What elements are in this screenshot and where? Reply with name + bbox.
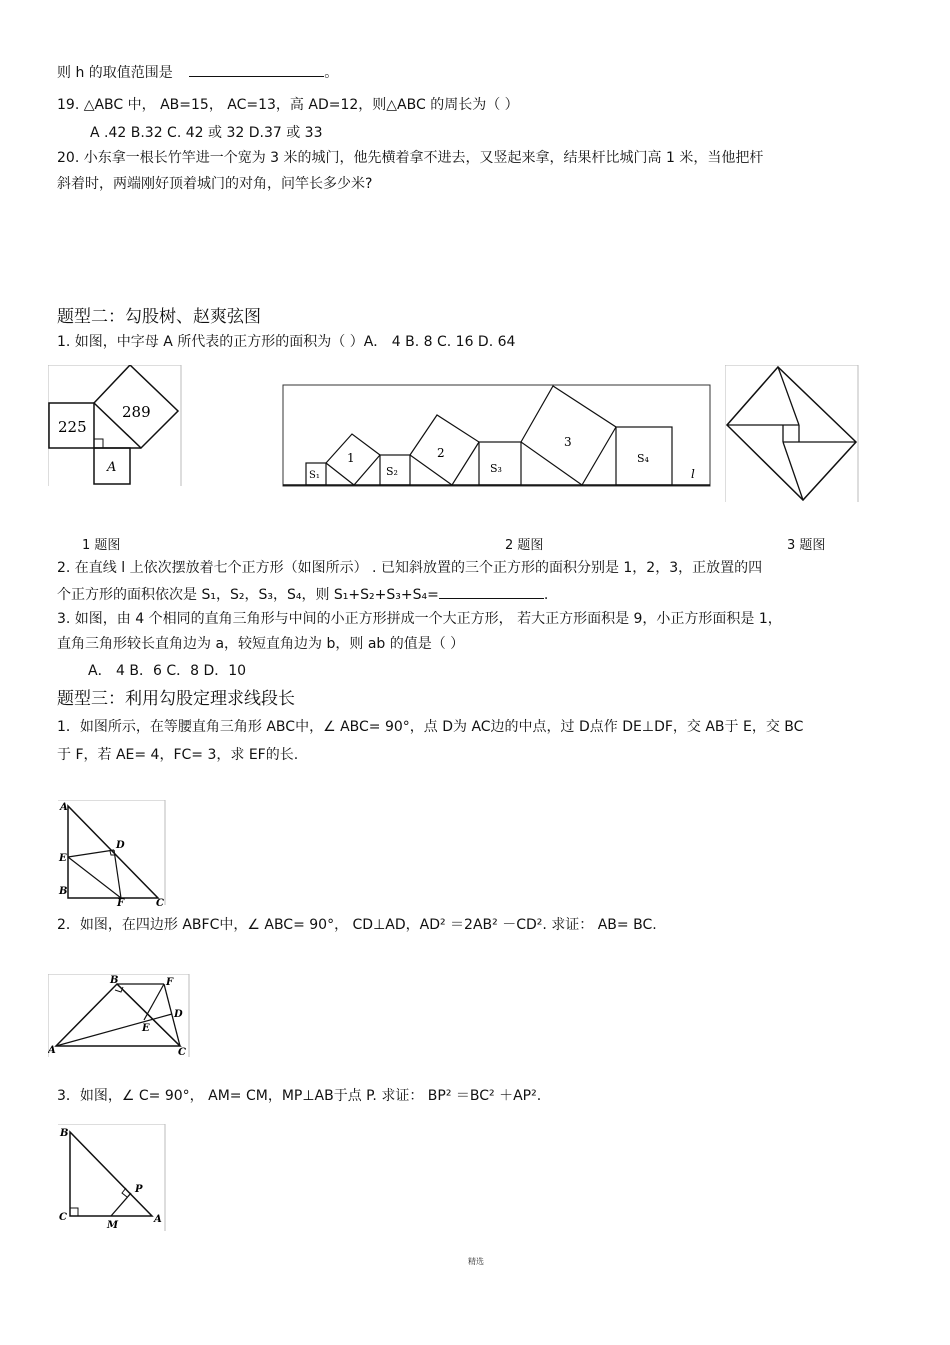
figure-s3-q1-isosceles-right-triangle [58,800,166,906]
s3q3-label-c: C [59,1212,67,1223]
section2-q2-line1: 2. 在直线 l 上依次摆放着七个正方形（如图所示） . 已知斜放置的三个正方形的面积分别是 1，2，3，正放置的四 [57,560,763,576]
s3q1-label-b: B [59,886,68,897]
s3q2-label-e: E [142,1023,150,1034]
caption-fig3: 3 题图 [787,538,826,553]
section2-q3-line1: 3. 如图，由 4 个相同的直角三角形与中间的小正方形拼成一个大正方形， 若大正方形面积是 9，小正方形面积是 1， [57,611,782,627]
label-s1: S₁ [309,470,320,481]
s3q2-label-a: A [48,1045,56,1056]
q18-text: 则 h 的取值范围是 [57,65,173,81]
section3-title: 题型三：利用勾股定理求线段长 [57,689,295,709]
s3q1-label-d: D [116,840,125,851]
section2-q3-line2: 直角三角形较长直角边为 a，较短直角边为 b，则 ab 的值是（ ） [57,636,465,652]
figure-s3-q3-right-triangle [58,1124,166,1232]
section2-q3-options: A． 4 B．6 C．8 D．10 [88,663,247,679]
label-1: 1 [347,451,355,465]
label-s2: S₂ [386,465,398,478]
figure-2-seven-squares [282,384,712,487]
q2-answer-blank[interactable] [439,584,544,599]
label-s4: S₄ [637,452,649,465]
s3q1-label-c: C [156,898,164,906]
s3q3-label-b: B [60,1128,69,1139]
s3q3-label-p: P [135,1184,143,1195]
q18-tail [57,62,338,82]
s3q2-label-b: B [110,975,119,986]
label-s3: S₃ [490,462,502,475]
s3q3-label-m: M [107,1220,119,1231]
section2-q2-line2 [57,584,548,604]
q18-answer-blank[interactable] [189,62,324,77]
label-a: A [107,460,117,475]
section3-q1-line2: 于 F，若 AE= 4，FC= 3，求 EF的长. [57,747,299,763]
s3q2-label-d: D [174,1009,183,1020]
q19-stem: 19. △ABC 中， AB=15， AC=13，高 AD=12，则△ABC 的周长为（ ） [57,97,519,113]
caption-fig2: 2 题图 [505,538,544,553]
section2-q1: 1. 如图，中字母 A 所代表的正方形的面积为（ ）A． 4 B. 8 C. 16 D. 64 [57,334,516,350]
section3-q2: 2．如图，在四边形 ABFC中，∠ ABC= 90°， CD⊥AD，AD² ＝2AB² －CD². 求证： AB= BC. [57,917,657,933]
page-footer: 精选 [468,1257,484,1266]
figure-s3-q2-quadrilateral [48,974,190,1058]
s3q1-label-a: A [60,802,68,813]
caption-fig1: 1 题图 [82,538,121,553]
s3q2-label-c: C [178,1047,186,1058]
q18-end: 。 [324,65,339,81]
s3q1-label-f: F [117,898,125,906]
section3-q3: 3．如图，∠ C= 90°， AM= CM，MP⊥AB于点 P. 求证： BP² ＝BC² ＋AP². [57,1088,542,1104]
figure-3-zhao-shuang-diagram [725,365,859,503]
q20-line1: 20. 小东拿一根长竹竿进一个宽为 3 米的城门，他先横着拿不进去，又竖起来拿，结果杆比城门高 1 米，当他把杆 [57,150,764,166]
s3q3-label-a: A [154,1214,162,1225]
section3-q1-line1: 1．如图所示，在等腰直角三角形 ABC中，∠ ABC= 90°，点 D为 AC边的中点，过 D点作 DE⊥DF，交 AB于 E，交 BC [57,719,804,735]
q20-line2: 斜着时，两端刚好顶着城门的对角，问竿长多少米? [57,176,373,192]
label-3: 3 [564,435,572,449]
label-289: 289 [122,403,151,421]
q2-end: . [543,587,549,603]
label-225: 225 [58,418,87,436]
label-2: 2 [437,446,445,460]
q19-options: A .42 B.32 C. 42 或 32 D.37 或 33 [90,125,323,141]
figure-1-pythagoras-squares [48,365,182,487]
s3q1-label-e: E [59,853,67,864]
label-line-l: l [691,467,695,481]
q2-line2-text: 个正方形的面积依次是 S₁，S₂，S₃，S₄，则 S₁+S₂+S₃+S₄= [57,587,439,603]
s3q2-label-f: F [166,977,174,988]
section2-title: 题型二：勾股树、赵爽弦图 [57,307,261,327]
